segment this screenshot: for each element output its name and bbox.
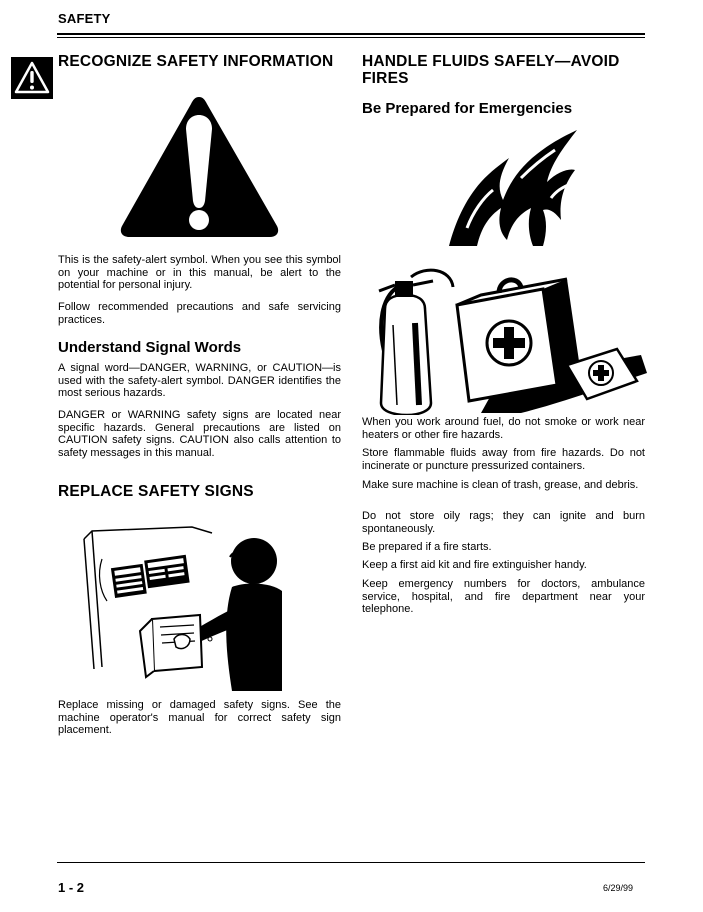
danger-warning-paragraph: DANGER or WARNING safety signs are located near specific hazards. General precautions are listed on CAUTION safety signs. CAUTION also calls attention to safety messages in this manual. [58,409,341,459]
first-aid-paragraph: Keep a first aid kit and fire extinguisher handy. [362,559,587,571]
replace-signs-paragraph: Replace missing or damaged safety signs. See the machine operator's manual for correct safety sign placement. [58,699,341,736]
clean-machine-paragraph: Make sure machine is clean of trash, grease, and debris. [362,479,639,491]
person-reading-manual-icon [82,519,282,696]
section-header: SAFETY [58,11,111,26]
fire-starts-paragraph: Be prepared if a fire starts. [362,541,492,553]
revision-date: 6/29/99 [603,883,634,893]
store-fluids-paragraph: Store flammable fluids away from fire hazards. Do not incinerate or puncture pressurized containers. [362,447,645,472]
footer-rule [57,862,645,863]
header-rule-thin [57,37,645,38]
signal-word-paragraph: A signal word—DANGER, WARNING, or CAUTION—is used with the safety-alert symbol. DANGER identifies the most serious hazards. [58,362,341,399]
signal-words-heading: Understand Signal Words [58,339,242,356]
fire-icon [447,128,579,251]
replace-signs-heading: REPLACE SAFETY SIGNS [58,483,254,500]
page-number: 1 - 2 [58,880,85,895]
emergency-numbers-paragraph: Keep emergency numbers for doctors, ambulance service, hospital, and fire department near your telephone. [362,578,645,615]
safety-tab-icon [11,57,53,99]
safety-alert-paragraph: This is the safety-alert symbol. When you see this symbol on your machine or in this manual, be alert to the potential for personal injury. [58,254,341,291]
safety-alert-symbol-icon [117,93,282,246]
recognize-safety-heading: RECOGNIZE SAFETY INFORMATION [58,53,334,70]
fire-extinguisher-first-aid-icon [371,265,647,420]
header-rule [57,33,645,35]
fuel-paragraph: When you work around fuel, do not smoke or work near heaters or other fire hazards. [362,416,645,441]
precautions-paragraph: Follow recommended precautions and safe servicing practices. [58,301,341,326]
handle-fluids-heading: HANDLE FLUIDS SAFELY—AVOID FIRES [362,53,620,87]
oily-rags-paragraph: Do not store oily rags; they can ignite and burn spontaneously. [362,510,645,535]
emergencies-heading: Be Prepared for Emergencies [362,100,573,117]
